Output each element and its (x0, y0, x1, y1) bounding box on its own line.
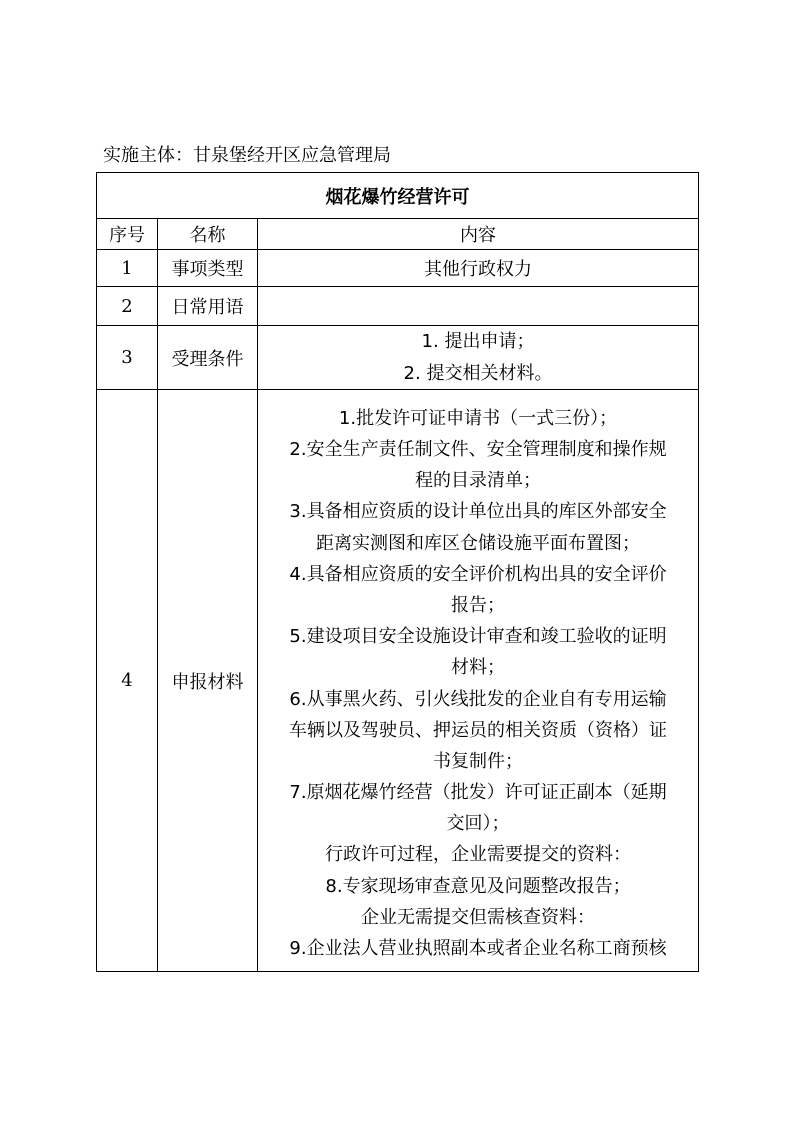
row-name: 申报材料 (158, 390, 258, 972)
row-number: 1 (97, 250, 158, 287)
content-line: 1.批发许可证申请书（一式三份）； (338, 407, 618, 429)
content-line: 5.建设项目安全设施设计审查和竣工验收的证明 (289, 626, 667, 648)
table-row (97, 287, 699, 326)
content-line: 9.企业法人营业执照副本或者企业名称工商预核 (289, 938, 667, 959)
row-number: 4 (97, 390, 158, 972)
content-line: 6.从事黑火药、引火线批发的企业自有专用运输 (289, 688, 667, 710)
content-line: 程的目录清单； (415, 470, 541, 492)
content-line: 车辆以及驾驶员、押运员的相关资质（资格）证 (289, 719, 667, 741)
content-line: 2. 提交相关材料。 (403, 362, 553, 384)
content-line: 行政许可过程，企业需要提交的资料： (325, 844, 631, 866)
content-line: 1. 提出申请； (421, 331, 535, 353)
column-header-content: 内容 (258, 219, 699, 250)
row-content (258, 287, 699, 326)
row-number: 3 (97, 326, 158, 390)
content-line: 企业无需提交但需核查资料： (361, 906, 595, 928)
row-name: 受理条件 (158, 326, 258, 390)
table-row (97, 390, 699, 972)
content-line: 报告； (451, 594, 505, 616)
permit-table (96, 172, 699, 972)
content-line: 2.安全生产责任制文件、安全管理制度和操作规 (289, 439, 667, 460)
content-line: 交回）； (446, 813, 510, 835)
row-name: 事项类型 (158, 250, 258, 287)
table-row (97, 250, 699, 287)
implementer-line: 实施主体：甘泉堡经开区应急管理局 (103, 145, 391, 166)
column-header-no: 序号 (97, 219, 158, 250)
content-line: 书复制件； (433, 750, 523, 772)
table-title: 烟花爆竹经营许可 (97, 173, 699, 219)
row-content: 其他行政权力 (258, 250, 699, 287)
column-header-name: 名称 (158, 219, 258, 250)
row-number: 2 (97, 287, 158, 326)
table-row (97, 326, 699, 390)
column-header-row (97, 219, 699, 250)
content-line: 8.专家现场审查意见及问题整改报告； (325, 875, 631, 897)
row-content (258, 326, 699, 390)
content-line: 7.原烟花爆竹经营（批发）许可证正副本（延期 (289, 782, 667, 804)
content-line: 距离实测图和库区仓储设施平面布置图； (316, 532, 640, 554)
row-name: 日常用语 (158, 287, 258, 326)
row-content (258, 390, 699, 972)
content-line: 3.具备相应资质的设计单位出具的库区外部安全 (289, 501, 667, 523)
content-line: 4.具备相应资质的安全评价机构出具的安全评价 (289, 563, 667, 585)
content-line: 材料； (451, 657, 505, 679)
